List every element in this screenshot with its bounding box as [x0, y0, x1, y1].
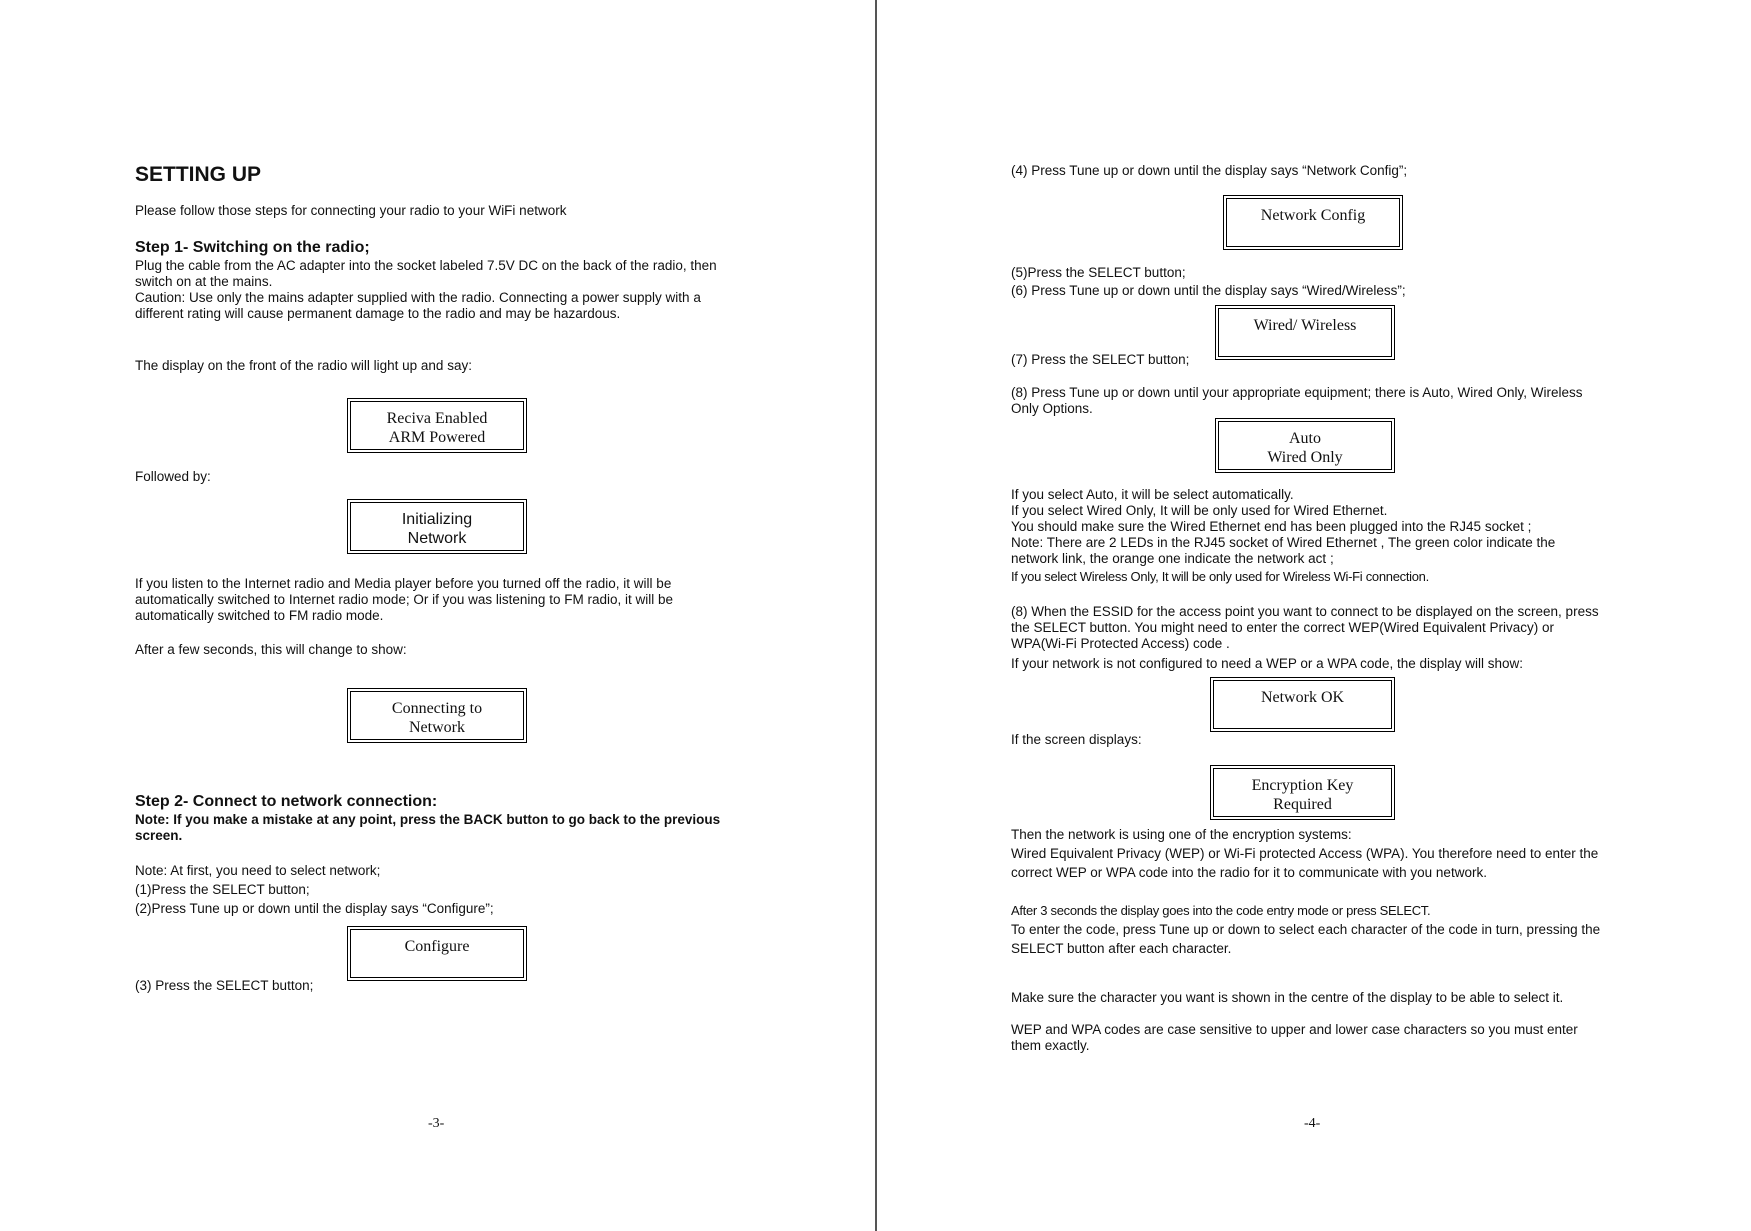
display-box-line: Network	[407, 530, 467, 547]
page-divider	[875, 0, 877, 1231]
step2-heading: Step 2- Connect to network connection:	[135, 793, 438, 810]
display-box-line: Auto	[1289, 430, 1321, 447]
display-box-auto	[1215, 418, 1395, 473]
display-box-line: Initializing	[401, 511, 473, 528]
step-item-2: (2)Press Tune up or down until the display says “Configure”;	[135, 901, 494, 916]
encryption-line1: Then the network is using one of the encryption systems:	[1011, 827, 1352, 842]
essid-line4: If your network is not configured to need a WEP or a WPA code, the display will show:	[1011, 656, 1524, 671]
step-item-1: (1)Press the SELECT button;	[135, 882, 310, 897]
caution-line2: different rating will cause permanent damage to the radio and may be hazardous.	[135, 306, 621, 321]
display-box-wired-wireless	[1215, 305, 1395, 360]
code-entry-line3: SELECT button after each character.	[1011, 941, 1232, 956]
display-box-line: Wired Only	[1267, 449, 1343, 466]
step-item-7: (7) Press the SELECT button;	[1011, 352, 1190, 367]
listen-line1: If you listen to the Internet radio and Media player before you turned off the radio, it will be	[135, 576, 672, 591]
display-box-connecting	[347, 688, 527, 743]
auto-para-line5: network link, the orange one indicate the network act ;	[1011, 551, 1334, 566]
display-box-initializing	[347, 499, 527, 554]
auto-para-line1: If you select Auto, it will be select automatically.	[1011, 487, 1294, 502]
make-sure-text: Make sure the character you want is shown in the centre of the display to be able to select it.	[1011, 990, 1564, 1005]
listen-line3: automatically switched to FM radio mode.	[135, 608, 384, 623]
case-sensitive-line1: WEP and WPA codes are case sensitive to upper and lower case characters so you must enter	[1011, 1022, 1578, 1037]
display-box-line: ARM Powered	[388, 429, 486, 446]
caution-line1: Caution: Use only the mains adapter supplied with the radio. Connecting a power supply with a	[135, 290, 701, 305]
display-box-reciva	[347, 398, 527, 453]
display-box-line: Reciva Enabled	[386, 410, 488, 427]
step-item-8-line2: Only Options.	[1011, 401, 1093, 416]
step1-text-line2: switch on at the mains.	[135, 274, 273, 289]
page-number-right: -4-	[1304, 1116, 1321, 1131]
screen-displays-text: If the screen displays:	[1011, 732, 1142, 747]
display-box-line: Configure	[404, 938, 470, 955]
step1-heading: Step 1- Switching on the radio;	[135, 239, 370, 256]
case-sensitive-line2: them exactly.	[1011, 1038, 1090, 1053]
display-box-line: Network	[409, 719, 465, 736]
step-item-3: (3) Press the SELECT button;	[135, 978, 314, 993]
auto-para-line3: You should make sure the Wired Ethernet end has been plugged into the RJ45 socket ;	[1011, 519, 1532, 534]
auto-para-line4: Note: There are 2 LEDs in the RJ45 socket of Wired Ethernet , The green color indicate the	[1011, 535, 1556, 550]
essid-line3: WPA(Wi-Fi Protected Access) code .	[1011, 636, 1230, 651]
display-box-encryption	[1210, 765, 1395, 820]
after-seconds-text: After a few seconds, this will change to show:	[135, 642, 407, 657]
display-box-line: Wired/ Wireless	[1253, 317, 1357, 334]
page-title: SETTING UP	[135, 163, 262, 186]
auto-para-line6: If you select Wireless Only, It will be only used for Wireless Wi-Fi connection.	[1011, 569, 1429, 584]
display-box-configure	[347, 926, 527, 981]
auto-para-line2: If you select Wired Only, It will be only used for Wired Ethernet.	[1011, 503, 1388, 518]
code-entry-line1: After 3 seconds the display goes into the code entry mode or press SELECT.	[1011, 903, 1431, 918]
intro-text: Please follow those steps for connecting your radio to your WiFi network	[135, 203, 567, 218]
step-item-8-line1: (8) Press Tune up or down until your appropriate equipment; there is Auto, Wired Only, Wireless	[1011, 385, 1583, 400]
step1-text-line1: Plug the cable from the AC adapter into the socket labeled 7.5V DC on the back of the radio, then	[135, 258, 717, 273]
display-box-line: Encryption Key	[1251, 777, 1354, 794]
essid-line1: (8) When the ESSID for the access point you want to connect to be displayed on the screen, press	[1011, 604, 1599, 619]
essid-line2: the SELECT button. You might need to enter the correct WEP(Wired Equivalent Privacy) or	[1011, 620, 1555, 635]
listen-line2: automatically switched to Internet radio mode; Or if you was listening to FM radio, it will be	[135, 592, 673, 607]
step2-note-line1: Note: If you make a mistake at any point, press the BACK button to go back to the previous	[135, 812, 721, 827]
display-text: The display on the front of the radio will light up and say:	[135, 358, 472, 373]
encryption-line2: Wired Equivalent Privacy (WEP) or Wi-Fi protected Access (WPA). You therefore need to enter the	[1011, 846, 1599, 861]
display-box-line: Network Config	[1260, 207, 1366, 224]
step-item-4: (4) Press Tune up or down until the display says “Network Config”;	[1011, 163, 1408, 178]
display-box-network-ok	[1210, 677, 1395, 732]
display-box-line: Connecting to	[391, 700, 483, 717]
display-box-line: Required	[1273, 796, 1332, 813]
step-item-6: (6) Press Tune up or down until the display says “Wired/Wireless”;	[1011, 283, 1406, 298]
encryption-line3: correct WEP or WPA code into the radio for it to communicate with you network.	[1011, 865, 1487, 880]
page-number-left: -3-	[428, 1116, 445, 1131]
step-item-5: (5)Press the SELECT button;	[1011, 265, 1186, 280]
display-box-network-config	[1223, 195, 1403, 250]
code-entry-line2: To enter the code, press Tune up or down to select each character of the code in turn, pressing the	[1011, 922, 1601, 937]
note-first-text: Note: At first, you need to select network;	[135, 863, 381, 878]
followed-by-text: Followed by:	[135, 469, 211, 484]
display-box-line: Network OK	[1260, 689, 1345, 706]
step2-note-line2: screen.	[135, 828, 183, 843]
